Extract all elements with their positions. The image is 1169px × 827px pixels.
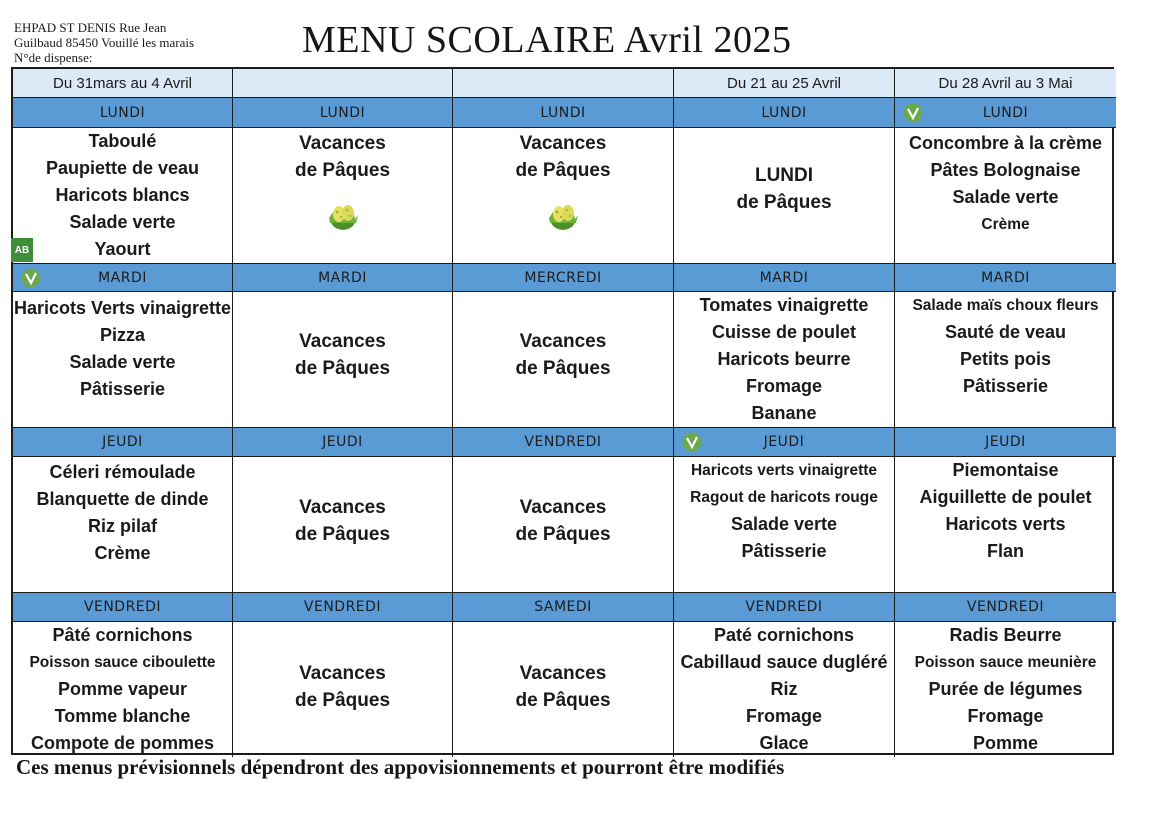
address-line: Guilbaud 85450 Vouillé les marais [14, 35, 195, 50]
day-header [674, 98, 895, 128]
day-header [233, 264, 453, 292]
vegetarian-icon [682, 432, 702, 452]
menu-cell [674, 457, 895, 593]
dish: Vacances [299, 662, 386, 684]
dish: Pizza [99, 325, 146, 345]
day-header [453, 593, 674, 622]
dish: Tomates vinaigrette [699, 295, 869, 315]
day-header [233, 98, 453, 128]
day-label: MARDI [318, 269, 367, 286]
menu-cell [895, 292, 1116, 428]
dish: Salade maïs choux fleurs [912, 297, 1099, 314]
dish: de Pâques [515, 523, 611, 545]
dish: Céleri rémoulade [49, 462, 196, 482]
dish: Fromage [745, 376, 823, 396]
dish: Ragout de haricots rouge [690, 489, 878, 506]
dish: Salade verte [730, 514, 838, 534]
menu-cell [13, 292, 233, 428]
day-header [13, 593, 233, 622]
dish: Poisson sauce meunière [914, 654, 1097, 671]
dish: de Pâques [294, 523, 391, 545]
dish: Aiguillette de poulet [919, 487, 1092, 507]
menu-cell [453, 622, 674, 757]
dish: LUNDI [754, 164, 814, 186]
dish: de Pâques [515, 689, 611, 711]
dish: Paté cornichons [713, 625, 855, 645]
menu-table [11, 67, 1114, 755]
dish: Taboulé [88, 131, 157, 151]
day-label: JEUDI [322, 434, 363, 450]
day-label: VENDREDI [524, 434, 602, 450]
dish: Haricots beurre [717, 349, 851, 369]
day-header [13, 264, 233, 292]
day-header [674, 428, 895, 457]
dish: Salade verte [69, 212, 176, 232]
dish: Banane [751, 403, 817, 423]
day-label: MARDI [98, 269, 147, 286]
dish: Fromage [967, 706, 1044, 726]
dish: de Pâques [294, 160, 391, 181]
dish: Purée de légumes [928, 679, 1083, 699]
week-range-header [453, 69, 674, 98]
day-label: LUNDI [540, 104, 586, 121]
week-range-header [233, 69, 453, 98]
menu-cell [674, 622, 895, 757]
dish: de Pâques [736, 191, 832, 213]
dish: Vacances [299, 133, 386, 154]
dish: Crème [981, 216, 1030, 233]
menu-cell [895, 622, 1116, 757]
day-label: MARDI [759, 269, 809, 286]
day-label: LUNDI [319, 104, 366, 121]
dish: Pâtisserie [79, 379, 166, 399]
page-title: MENU SCOLAIRE Avril 2025 [302, 19, 792, 61]
easter-egg-icon [543, 192, 583, 232]
day-label: VENDREDI [966, 599, 1045, 615]
day-header [674, 593, 895, 622]
dish: Vacances [519, 496, 607, 518]
dish: Blanquette de dinde [36, 489, 209, 509]
day-label: LUNDI [761, 104, 807, 121]
dish: Salade verte [952, 187, 1059, 207]
menu-cell [453, 457, 674, 593]
menu-cell [895, 457, 1116, 593]
week-range-header: Du 31mars au 4 Avril [13, 69, 233, 98]
dish: Yaourt [94, 239, 151, 259]
day-label: JEUDI [102, 434, 143, 450]
establishment-address [14, 20, 244, 65]
dish: Vacances [299, 496, 386, 518]
day-header [13, 428, 233, 457]
dish: Salade verte [69, 352, 176, 372]
dish: Haricots verts [945, 514, 1066, 534]
dish: Fromage [745, 706, 823, 726]
day-label: MERCREDI [524, 269, 602, 286]
dish: Paupiette de veau [45, 158, 200, 178]
day-label: JEUDI [985, 434, 1026, 450]
footer-note: Ces menus prévisionnels dépendront des appovisionnements et pourront être modifiés [16, 755, 785, 779]
address-line: EHPAD ST DENIS Rue Jean [14, 20, 167, 35]
address-line: N°de dispense: [14, 50, 93, 65]
day-label: MARDI [981, 269, 1030, 286]
dish: Haricots verts vinaigrette [690, 462, 878, 479]
menu-cell [674, 128, 895, 264]
day-header [453, 98, 674, 128]
day-header [895, 98, 1116, 128]
day-header [233, 593, 453, 622]
dish: Flan [986, 541, 1024, 561]
day-header [895, 428, 1116, 457]
menu-cell [453, 292, 674, 428]
menu-cell [233, 292, 453, 428]
week-range-header: Du 21 au 25 Avril [674, 69, 895, 98]
organic-label: AB [14, 245, 30, 256]
day-header [13, 98, 233, 128]
menu-cell [13, 457, 233, 593]
dish: Radis Beurre [949, 625, 1062, 645]
dish: Pomme [972, 733, 1039, 753]
dish: Riz [770, 679, 798, 699]
dish: Crème [94, 543, 151, 563]
day-header [233, 428, 453, 457]
menu-cell [233, 128, 453, 264]
day-label: LUNDI [99, 104, 146, 121]
dish: Concombre à la crème [908, 133, 1103, 153]
dish: Compote de pommes [30, 733, 215, 753]
dish: Sauté de veau [944, 322, 1067, 342]
dish: de Pâques [294, 357, 391, 379]
day-header [895, 593, 1116, 622]
dish: Haricots Verts vinaigrette [13, 298, 232, 318]
dish: Glace [759, 733, 809, 753]
dish: Haricots blancs [55, 185, 190, 205]
menu-cell [233, 457, 453, 593]
day-label: LUNDI [982, 104, 1029, 121]
dish: Vacances [519, 662, 607, 684]
dish: Pomme vapeur [57, 679, 188, 699]
dish: Pâtisserie [962, 376, 1049, 396]
day-header [453, 264, 674, 292]
dish: Riz pilaf [87, 516, 157, 536]
organic-ab-logo-icon [11, 238, 41, 262]
dish: Cuisse de poulet [711, 322, 857, 342]
dish: Poisson sauce ciboulette [29, 654, 216, 671]
menu-cell [895, 128, 1116, 264]
dish: Vacances [299, 330, 386, 352]
day-label: VENDREDI [303, 599, 382, 615]
vegetarian-icon [21, 268, 41, 288]
day-header [895, 264, 1116, 292]
dish: Cabillaud sauce dugléré [680, 652, 888, 672]
menu-cell [13, 128, 233, 264]
dish: Pâtes Bolognaise [930, 160, 1081, 180]
day-label: VENDREDI [745, 599, 823, 615]
dish: Vacances [519, 133, 607, 154]
day-label: VENDREDI [83, 599, 162, 615]
week-range-header: Du 28 Avril au 3 Mai [895, 69, 1116, 98]
vegetarian-icon [903, 103, 923, 123]
menu-cell [453, 128, 674, 264]
menu-cell [674, 292, 895, 428]
dish: de Pâques [515, 357, 611, 379]
day-header [453, 428, 674, 457]
dish: Piemontaise [952, 460, 1059, 480]
day-label: SAMEDI [534, 599, 592, 615]
day-header [674, 264, 895, 292]
dish: Vacances [519, 330, 607, 352]
dish: Pâté cornichons [52, 625, 193, 645]
easter-egg-icon [323, 192, 363, 232]
dish: de Pâques [294, 689, 391, 711]
menu-cell [13, 622, 233, 757]
dish: de Pâques [515, 160, 611, 181]
dish: Pâtisserie [741, 541, 827, 561]
day-label: JEUDI [763, 434, 805, 450]
menu-cell [233, 622, 453, 757]
dish: Petits pois [959, 349, 1052, 369]
dish: Tomme blanche [54, 706, 191, 726]
